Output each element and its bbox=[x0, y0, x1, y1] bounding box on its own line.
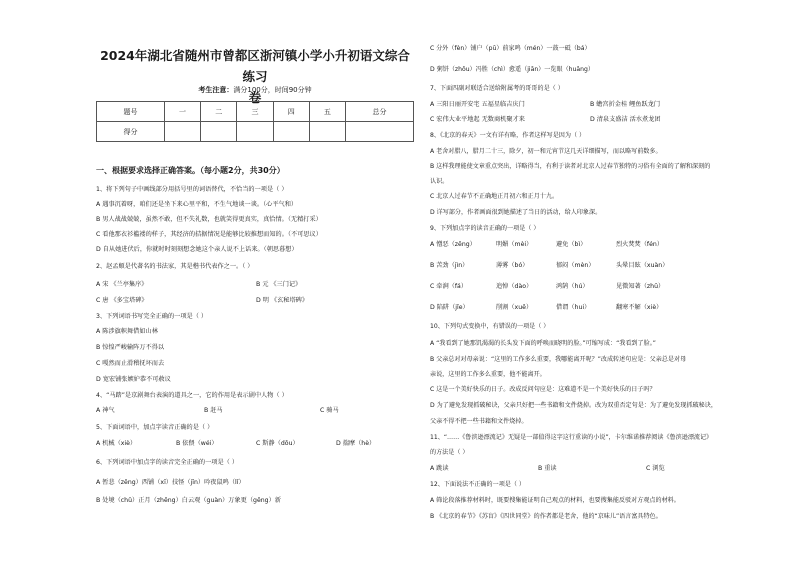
score-header-cell: 一 bbox=[164, 102, 200, 122]
option-10d: D 为了避免发现抓破秘诀，父亲只好把一些书籍和文件烧掉。改为双重否定句是：为了避免发现抓破秘诀， bbox=[430, 402, 717, 409]
option-8b-cont: 认识。 bbox=[430, 178, 449, 185]
option-5c: C 斯静（dōu） bbox=[256, 440, 299, 447]
question-12: 12、下面说法不正确的一项是（ ） bbox=[430, 481, 526, 488]
score-cell[interactable] bbox=[309, 122, 345, 142]
title-line-1: 2024年湖北省随州市曾都区浙河镇小学小升初语文综合练习 bbox=[100, 48, 410, 84]
option-1b: B 男人战战兢兢，虽然不敢，但不失礼数，也就笑得更真实，真恰情。（无精打采） bbox=[96, 216, 322, 223]
option-2c: C 唐 《多宝塔碑》 bbox=[96, 297, 148, 304]
score-header-cell: 四 bbox=[273, 102, 309, 122]
score-cell[interactable] bbox=[164, 122, 200, 142]
option-2a: A 宋 《兰亭集序》 bbox=[96, 281, 148, 288]
option-3a: A 陈涉旗帜舞借如山林 bbox=[96, 328, 158, 335]
option-11b: B 重读 bbox=[538, 465, 557, 472]
score-value-row bbox=[97, 122, 414, 142]
option-9b-3: 郁闷（mèn） bbox=[556, 262, 595, 269]
option-2b: B 元 《三门记》 bbox=[256, 281, 302, 288]
score-header-cell: 二 bbox=[201, 102, 237, 122]
question-7: 7、下面四副对联适合送给附属考的哥哥的是（ ） bbox=[430, 85, 564, 92]
score-cell[interactable] bbox=[273, 122, 309, 142]
score-cell[interactable] bbox=[201, 122, 237, 142]
option-6d: D 粥饼（zhōu）冯胜（chì）愈遥（jiān）一览眼（huāng） bbox=[430, 66, 594, 73]
option-9b-1: B 苦劲（jìn） bbox=[430, 262, 469, 269]
option-1d: D 自从她进伏后，你就时时刻刻想念她这个亲人说不上话来。（朝思暮想） bbox=[96, 246, 298, 253]
option-3c: C 嘎然而止滑稽抚坏而去 bbox=[96, 360, 165, 367]
option-7b: B 蟾宫折金桂 鲤鱼跃龙门 bbox=[590, 101, 661, 108]
score-cell[interactable] bbox=[346, 122, 414, 142]
exam-title bbox=[96, 45, 414, 108]
option-1c: C 看他那衣衫褴褛的样子，其经济的拮据情况是能够比较推想而知的。（不可思议） bbox=[96, 231, 322, 238]
option-9b-4: 头晕目眩（xuàn） bbox=[616, 262, 669, 269]
option-11c: C 浏览 bbox=[646, 465, 665, 472]
score-header-row bbox=[97, 102, 414, 122]
option-5b: B 依偎（wéi） bbox=[176, 440, 218, 447]
option-7d: D 清泉支盛洁 活水煮龙团 bbox=[590, 116, 661, 123]
option-9a-1: A 憎恶（zēng） bbox=[430, 241, 476, 248]
score-header-cell: 总分 bbox=[346, 102, 414, 122]
option-4a: A 神气 bbox=[96, 407, 115, 414]
question-11: 11、“……《鲁滨逊漂流记》无疑是一部值得这字这行重读的小说”，卡尔维诺推荐阅读《鲁滨逊漂流记》 bbox=[430, 434, 713, 441]
option-8c: C 北京人过春节不正确地正月初六和正月十九。 bbox=[430, 193, 559, 200]
option-10c: C 这是一个美好快乐的日子。改成反问句应是：这难道不是一个美好快乐的日子吗？ bbox=[430, 386, 656, 393]
option-2d: D 明 《玄秘塔碑》 bbox=[256, 297, 309, 304]
option-4c: C 骑马 bbox=[320, 407, 339, 414]
option-9c-3: 鸿鹄（hú） bbox=[556, 283, 589, 290]
option-6b: B 处境（chǔ）正月（zhēng）白云观（guàn）万象更（gēng）新 bbox=[96, 497, 281, 504]
option-3d: D 宽宏铺张嫉妒恭不可赦议 bbox=[96, 376, 171, 383]
question-6: 6、下列词语中加点字的读音完全正确的一项是（ ） bbox=[96, 459, 239, 466]
option-5d: D 揣摩（hè） bbox=[336, 440, 376, 447]
score-row-label: 得分 bbox=[97, 122, 165, 142]
score-header-cell: 五 bbox=[309, 102, 345, 122]
option-9b-2: 薄雾（bó） bbox=[496, 262, 529, 269]
option-10b: B 父亲总对对母亲说：“这里的工作多么重要，我哪能离开呢？”改成转述句应是：父亲总是对母 bbox=[430, 356, 687, 363]
question-9: 9、下列加点字的读音正确的一项是（ ） bbox=[430, 225, 540, 232]
title-line-2: 卷 bbox=[248, 90, 262, 105]
option-3b: B 惊惶严峻输阵万不得以 bbox=[96, 344, 165, 351]
option-1a: A 遇事沉着呀，咱们还是坐下来心里平和，不生气地谈一谈。（心平气和） bbox=[96, 201, 298, 208]
question-1: 1、将下列句子中画线部分用括号里的词语替代，不恰当的一项是（ ） bbox=[96, 186, 288, 193]
option-7c: C 宏伟大业平地起 无数商机聚才来 bbox=[430, 116, 525, 123]
question-3: 3、下列词语书写完全正确的一项是（ ） bbox=[96, 313, 208, 320]
option-10b-cont: 亲说，这里的工作多么重要，他不能离开。 bbox=[430, 371, 546, 378]
option-9d-1: D 陷阱（jǐe） bbox=[430, 304, 469, 311]
option-7a: A 三阳日丽开安宅 五福星临吉庆门 bbox=[430, 101, 525, 108]
question-8: 8、《北京的春天》一文有详有略，作者这样写是因为（ ） bbox=[430, 132, 586, 139]
option-12b: B 《北京的春节》《苏盲》《四世同堂》的作者都是老舍，他的“京味儿”语言富具特色。 bbox=[430, 513, 662, 520]
option-6c: C 分外（fèn）铺户（pū）前家鸣（mén）一鼓一砥（bá） bbox=[430, 45, 591, 52]
option-9c-2: 追悼（dào） bbox=[496, 283, 533, 290]
option-12a: A 筛论段落推荐材料时，既要搜集能证明自己观点的材料，也要搜集能反驳对方观点的材料。 bbox=[430, 497, 680, 504]
option-9c-4: 见微知著（zhū） bbox=[616, 283, 665, 290]
option-8d: D 详写部分，作者画面很到她描述了当日的活动，给人印象深。 bbox=[430, 209, 602, 216]
score-table bbox=[96, 101, 414, 142]
option-8a: A 老舍对腊八，腊月二十三，除夕，初一和元宵节这几天详细描写，而以略写前数多。 bbox=[430, 148, 662, 155]
option-9d-3: 借谓（hui） bbox=[556, 304, 591, 311]
notice-text: 满分100分，时间90分钟 bbox=[233, 86, 312, 94]
option-10a: A “我看到了她那饥渴渴的长头发下面的呼唤而晓明的脸。”可缩写成：“我看到了脸。” bbox=[430, 340, 656, 347]
notice-label: 考生注意： bbox=[198, 86, 234, 94]
question-11-cont: 的方法是（ ） bbox=[430, 449, 469, 456]
question-4: 4、“马踏”是京剧舞台表演的道具之一，它的作用是表示剧中人物（ ） bbox=[96, 392, 288, 399]
option-9d-4: 翻寒不解（xiè） bbox=[616, 304, 663, 311]
score-cell[interactable] bbox=[237, 122, 273, 142]
exam-notice bbox=[96, 85, 414, 95]
option-6a: A 暂悲（zēng）西铺（xī）技怪（jīn）吟夜鼠鸣（lǐ） bbox=[96, 479, 245, 486]
option-4b: B 赶马 bbox=[204, 407, 223, 414]
question-5: 5、下面词语中，加点字读音正确的是（ ） bbox=[96, 424, 214, 431]
option-9a-4: 烈火焚焚（fén） bbox=[616, 241, 664, 248]
question-2: 2、赵孟頫是代著名的书法家，其是楷书代表作之一。（ ） bbox=[96, 263, 254, 270]
option-9c-1: C 牵涧（fá） bbox=[430, 283, 468, 290]
section-heading: 一、根据要求选择正确答案。（每小题2分，共30分） bbox=[96, 166, 285, 175]
score-header-cell: 三 bbox=[237, 102, 273, 122]
option-9a-3: 避免（bì） bbox=[556, 241, 587, 248]
option-9d-2: 削割（xuē） bbox=[496, 304, 533, 311]
option-10d-cont: 父亲不得不把一些书籍和文件烧掉。 bbox=[430, 418, 528, 425]
score-header-cell: 题号 bbox=[97, 102, 165, 122]
option-5a: A 机械（xiè） bbox=[96, 440, 137, 447]
question-10: 10、下列句式变换中，有错误的一项是（ ） bbox=[430, 323, 550, 330]
option-8b: B 这样我理能使文章重点突出，详略得当，有利于读者对北京人过春节独特的习俗有全面的了解和深刻的 bbox=[430, 163, 711, 170]
option-9a-2: 明媚（mèi） bbox=[496, 241, 533, 248]
option-11a: A 跳读 bbox=[430, 465, 449, 472]
